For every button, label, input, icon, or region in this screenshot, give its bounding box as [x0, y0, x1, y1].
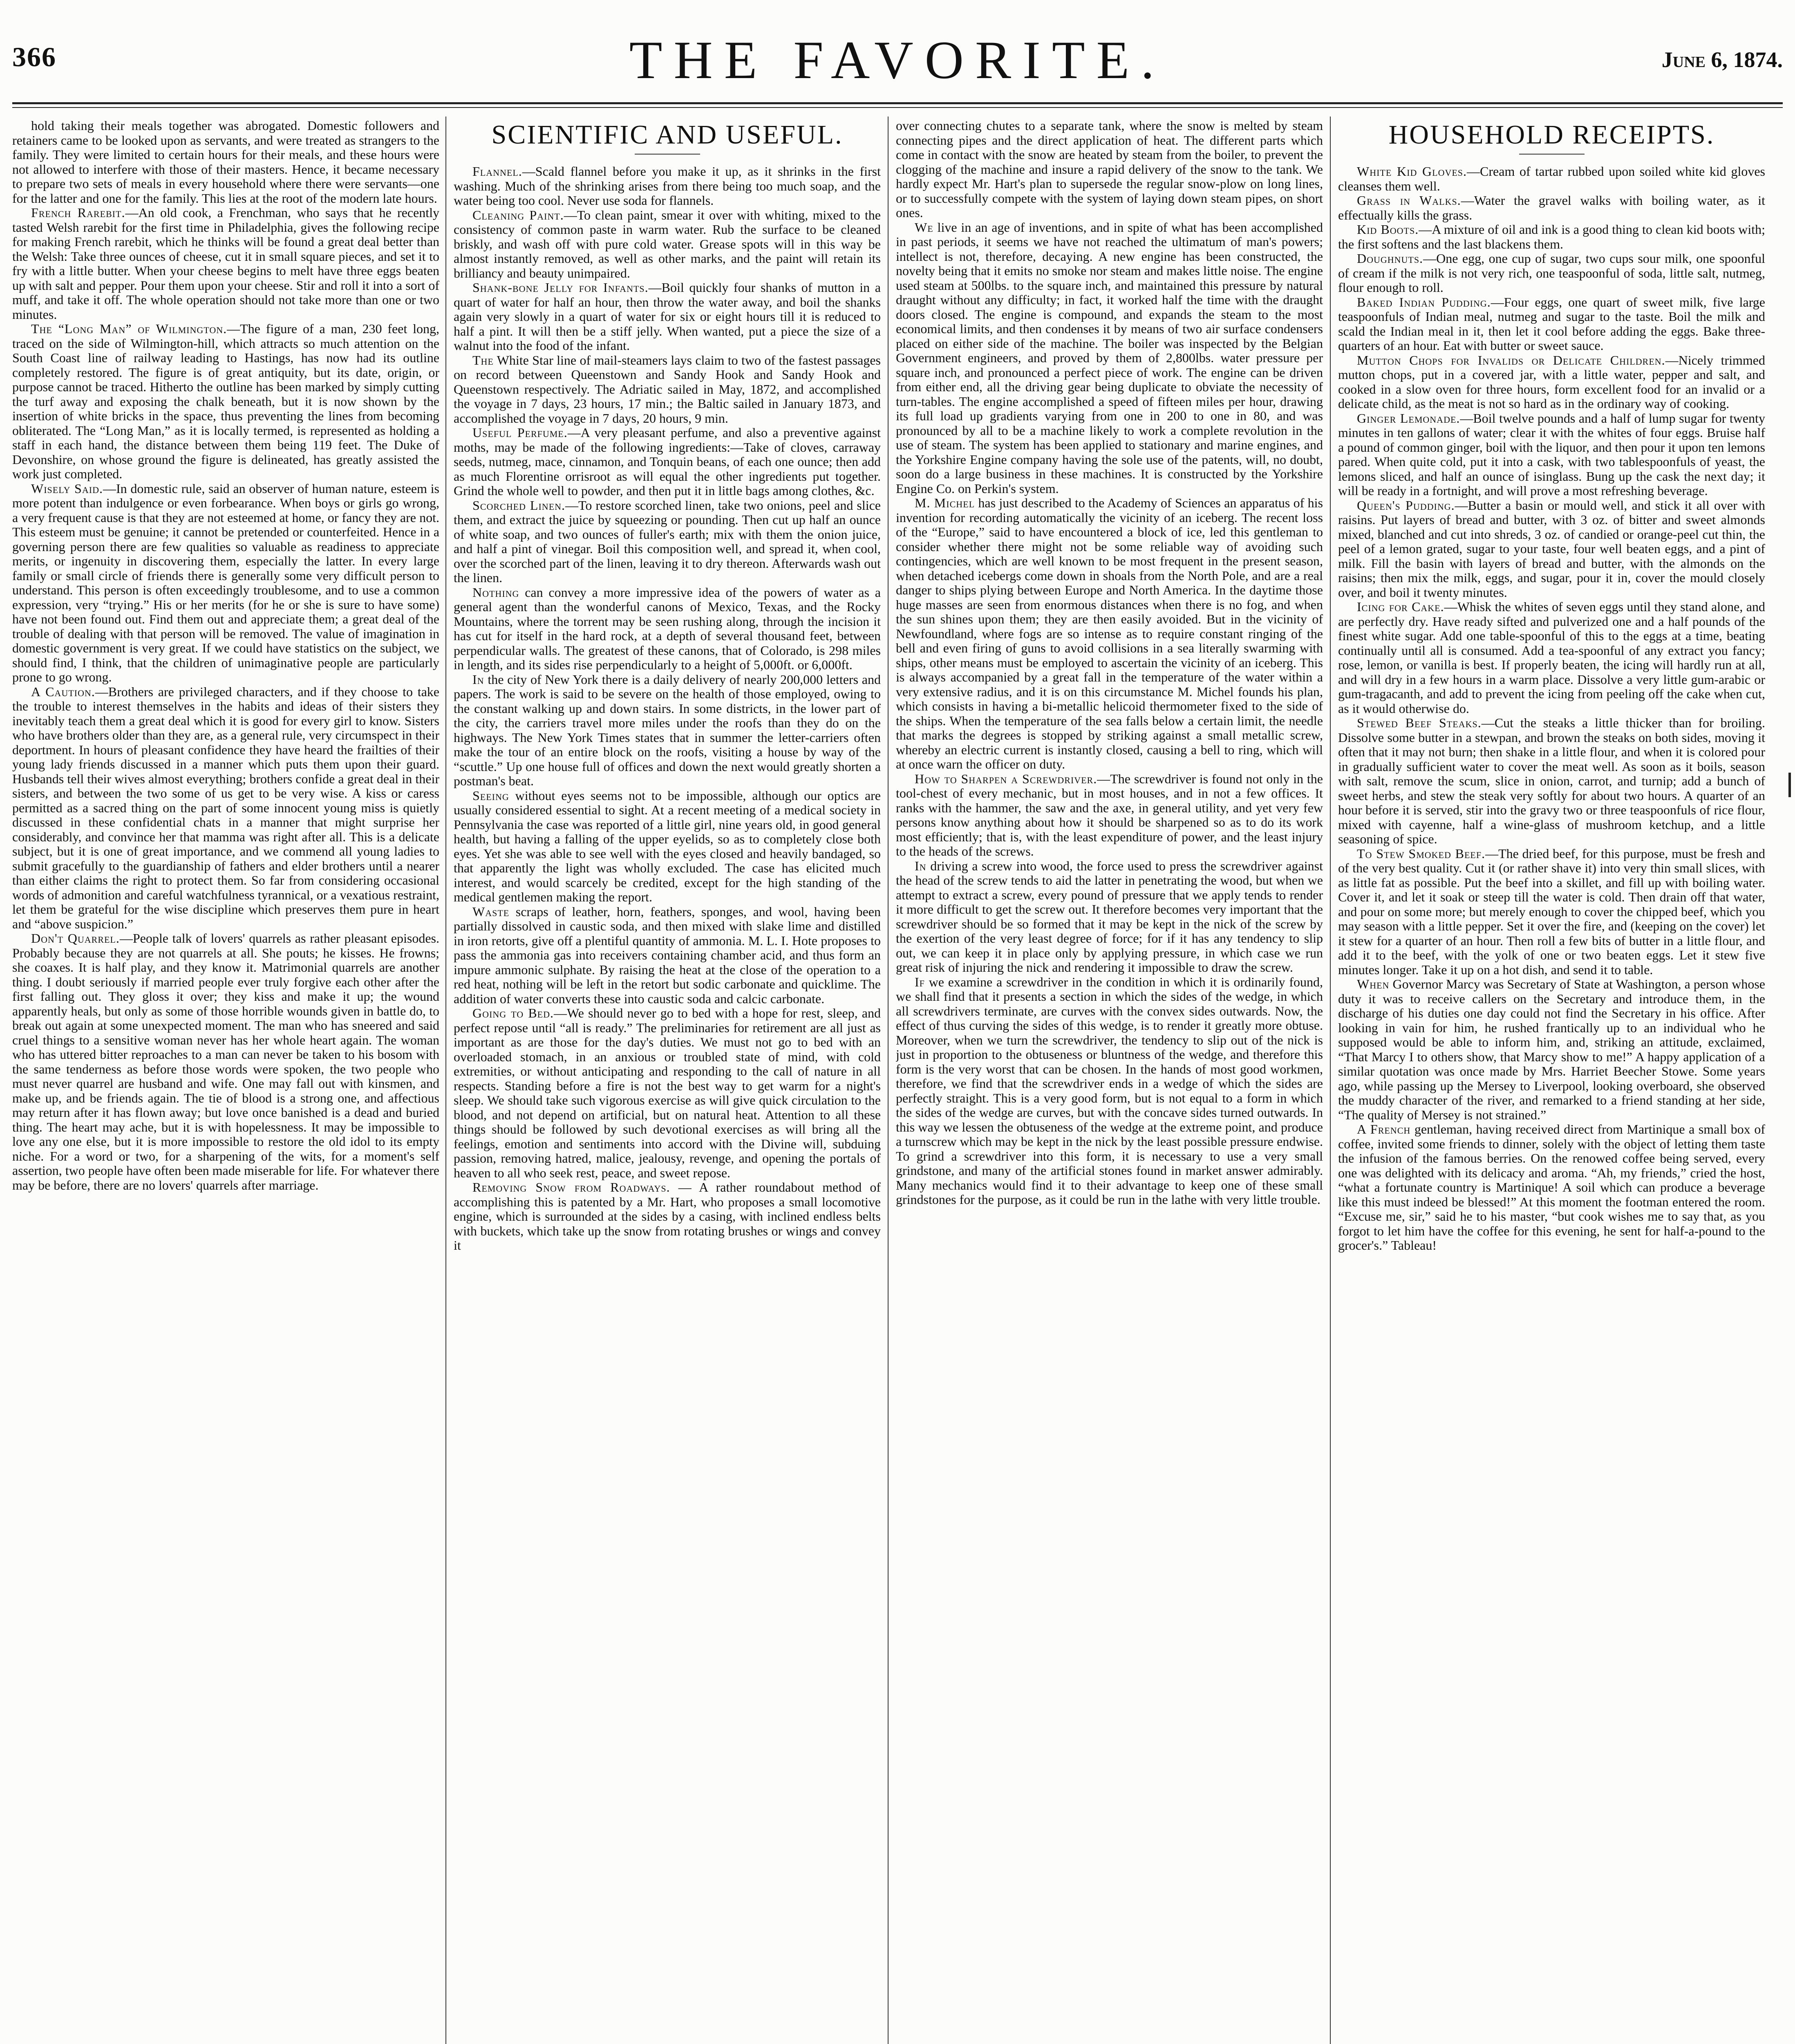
article-paragraph — [454, 789, 881, 905]
article-text: without eyes seems not to be impossible, although our optics are usually considered essential to sight. At a recent meeting of a medical society in Pennsylvania the case was reported of a little girl, nine years old, in good general health, but having a falling of the upper eyelids, so as to completely close both eyes. Yet she was able to see well with the eyes closed and heavily bandaged, so that apparently the light was wholly excluded. The case has elicited much interest, and would scarcely be credited, except for the high standing of the medical gentlemen making the report. — [454, 788, 881, 904]
article-text: —In domestic rule, said an observer of human nature, esteem is more potent than indulgence or even forbearance. When boys or girls go wrong, a very frequent cause is that they are not esteemed at home, or fancy they are not. This esteem must be genuine; it cannot be pretended or counterfeited. Hence in a governing person there are few qualities so valuable as readiness to appreciate merits, or ingenuity in discovering them, especially the latter. In every large family or small circle of friends there is generally some very difficult person to understand. This person is often exceedingly troublesome, and to use a common expression, very “trying.” His or her merits (for he or she is sure to have some) have not been found out. Find them out and appreciate them; a great deal of the trouble of dealing with that person will be removed. The value of imagination in domestic government is very great. If we could have statistics on the subject, we should find, I think, that the children of unimaginative people are particularly prone to go wrong. — [12, 481, 439, 684]
article-text: we examine a screwdriver in the condition in which it is ordinarily found, we shall find that it presents a section in which the sides of the wedge, in which all screwdrivers terminate, are curves with the convex sides outwards. Now, the effect of thus curving the sides of this wedge, is to render it greatly more obtuse. Moreover, when we turn the screwdriver, the tendency to slip out of the nick is just in proportion to the obtuseness or bluntness of the wedge, and therefore this form is the very worst that can be chosen. In the hands of most good workmen, therefore, we find that the screwdriver ends in a wedge of which the sides are perfectly straight. This is a very good form, but is not equal to a form in which the sides of the wedge are curves, but with the concave sides turned outwards. In this way we lessen the obtuseness of the wedge at the extreme point, and produce a turnscrew which may be kept in the nick by the least possible pressure endwise. To grind a screwdriver into this form, it is necessary to use a very small grindstone, and many of the artificial stones found in market answer admirably. Many mechanics would find it to their advantage to keep one of these small grindstones for the purpose, as it could be run in the lathe with very little trouble. — [896, 974, 1323, 1207]
column-divider — [1330, 117, 1331, 2044]
article-text: —To clean paint, smear it over with whiting, mixed to the consistency of common paste in warm water. Rub the surface to be cleaned briskly, and wash off with pure cold water. Grease spots will in this way be almost instantly removed, as well as other marks, and the paint will retain its brilliancy and beauty unimpaired. — [454, 207, 881, 280]
article-paragraph — [896, 220, 1323, 496]
article-lead: Grass in Walks. — [1357, 193, 1461, 208]
article-paragraph — [12, 322, 439, 482]
article-lead: Going to Bed. — [472, 1006, 554, 1020]
article-paragraph — [1338, 295, 1765, 353]
article-paragraph — [1338, 1122, 1765, 1253]
article-lead: Cleaning Paint. — [472, 207, 564, 222]
article-text: —One egg, one cup of sugar, two cups sour milk, one spoonful of cream if the milk is not very rich, one teaspoonful of soda, little salt, nutmeg, flour enough to roll. — [1338, 251, 1765, 295]
article-text: —The dried beef, for this purpose, must be fresh and of the very best quality. Cut it (or rather shave it) into very thin small slices, with as little fat as possible. Put the beef into a skillet, and fill up with boiling water. Cover it, and let it soak or steep till the water is cold. Then drain off that water, and pour on some more; but merely enough to cover the chipped beef, which you may season with a little pepper. Set it over the fire, and (keeping on the cover) let it stew for a quarter of an hour. Then roll a few bits of butter in a little flour, and add it to the beef, with the yolk of one or two beaten eggs. Let it stew five minutes longer. Take it up on a hot dish, and send it to table. — [1338, 846, 1765, 977]
article-lead: How to Sharpen a Screwdriver. — [915, 771, 1097, 786]
article-text: —A very pleasant perfume, and also a preventive against moths, may be made of the following ingredients:—Take of cloves, carraway seeds, nutmeg, mace, cinnamon, and Tonquin beans, of each one ounce; then add as much Florentine orrisroot as will equal the other ingredients put together. Grind the whole well to powder, and then put it in little bags among clothes, &c. — [454, 425, 881, 498]
article-paragraph — [1338, 193, 1765, 222]
article-text: —Scald flannel before you make it up, as it shrinks in the first washing. Much of the shrinking arises from there being too much soap, and the water being too cool. Never use soda for flannels. — [454, 164, 881, 208]
section-title-rule — [1519, 154, 1585, 155]
article-lead: Kid Boots. — [1357, 222, 1419, 237]
article-paragraph — [1338, 600, 1765, 716]
article-lead: When — [1357, 977, 1390, 991]
article-text: gentleman, having received direct from Martinique a small box of coffee, invited some friends to dinner, solely with the object of letting them taste the infusion of the famous berries. On the renowed coffee being served, every one was delighted with its delicacy and aroma. “Ah, my friends,” cried the host, “what a fortunate country is Martinique! A soil which can produce a beverage like this must indeed be blessed!” At this moment the footman entered the room. “Excuse me, sir,” said he to his master, “but cook wishes me to say that, as you forgot to let him have the coffee for this evening, he sent for half-a-pound to the grocer's.” Tableau! — [1338, 1122, 1765, 1253]
article-text: —We should never go to bed with a hope for rest, sleep, and perfect repose until “all is ready.” The preliminaries for retirement are all just as important as are those for the day's duties. We must not go to bed with an overloaded stomach, in an anxious or troubled state of mind, with cold extremities, or without anticipating and responding to the call of nature in all respects. Standing before a fire is not the best way to get warm for a night's sleep. We should take such vigorous exercise as will give quick circulation to the blood, and not depend on artificial, but on natural heat. Attention to all these things should be followed by such devotional exercises as will bring all the feelings, emotion and sentiments into accord with the Divine will, subduing passion, removing hatred, malice, jealousy, revenge, and opening the portals of heaven to all who seek rest, peace, and sweet repose. — [454, 1006, 881, 1180]
article-text: —Water the gravel walks with boiling water, as it effectually kills the grass. — [1338, 193, 1765, 222]
article-paragraph — [12, 206, 439, 322]
article-lead: Stewed Beef Steaks. — [1357, 715, 1482, 730]
article-text: —A mixture of oil and ink is a good thing to clean kid boots with; the first softens and the last blackens them. — [1338, 222, 1765, 251]
article-lead: Mutton Chops for Invalids or Delicate Children. — [1357, 352, 1665, 368]
article-text: White Star line of mail-steamers lays claim to two of the fastest passages on record between Queenstown and Sandy Hook and Sandy Hook and Queenstown respectively. The Adriatic sailed in May, 1872, and accomplished the voyage in 7 days, 23 hours, 17 min.; the Baltic sailed in January 1873, and accomplished the voyage in 7 days, 20 hours, 9 min. — [454, 352, 881, 426]
scan-edge-mark — [1788, 773, 1791, 797]
household-receipts — [1338, 164, 1765, 1253]
article-lead: Flannel. — [472, 164, 522, 179]
article-text: —The figure of a man, 230 feet long, traced on the side of Wilmington-hill, which attracts so much attention on the South Coast line of railway leading to Hastings, has now had its outline completely restored. The figure is of great antiquity, but its date, origin, or purpose cannot be traced. Hitherto the outline has been marked by simply cutting the turf away and exposing the chalk beneath, but it is now shown by the insertion of white bricks in the space, thus preventing the lines from becoming obliterated. The “Long Man,” as it is locally termed, is represented as holding a staff in each hand, the distance between them being 119 feet. The Duke of Devonshire, on whose ground the figure is delineated, has greatly assisted the work just completed. — [12, 321, 439, 481]
article-text: has just described to the Academy of Sciences an apparatus of his invention for recording automatically the vicinity of an iceberg. The recent loss of the “Europe,” said to have encountered a block of ice, led this gentleman to consider whether there might not be some reliable way of avoiding such contingencies, which are well known to be most frequent in the present season, when detached icebergs come down in shoals from the North Pole, and are a real danger to ships plying between Europe and North America. In the daytime those huge masses are seen from enormous distances when there is no fog, and when the sun shines upon them; they are then easily avoided. But in the vicinity of Newfoundland, where fogs are so intense as to require constant ringing of the bell and even firing of guns to avoid collisions in a sea literally swarming with ships, other means must be employed to ascertain the vicinity of an iceberg. This is always accompanied by a great fall in the temperature of the water within a very extensive radius, and it is on this circumstance M. Michel founds his plan, which consists in having a bi-metallic helicoid thermometer fixed to the side of the ships. When the temperature of the sea falls below a certain limit, the needle that marks the degrees is stopped by striking against a small metallic screw, whereby an electric current is instantly closed, causing a bell to ring, which will at once warn the officer on duty. — [896, 495, 1323, 771]
article-paragraph — [1338, 164, 1765, 193]
article-text: driving a screw into wood, the force used to press the screwdriver against the head of the screw tends to aid the latter in penetrating the wood, but when we attempt to extract a screw, every pound of pressure that we apply tends to render it more difficult to get the screw out. It therefore becomes very important that the screwdriver should be so formed that it may be kept in the nick of the screw by the exertion of the very least degree of force; for if it has any tendency to slip out, we can keep it in place only by applying pressure, in which case we run great risk of injuring the nick and rendering it impossible to draw the screw. — [896, 858, 1323, 975]
article-paragraph — [896, 772, 1323, 859]
article-text: —Boil quickly four shanks of mutton in a quart of water for half an hour, then throw the water away, and boil the shanks again very slowly in a quart of water for six or eight hours till it is reduced to half a pint. It will then be a stiff jelly. When wanted, put a piece the size of a walnut into the food of the infant. — [454, 280, 881, 353]
article-text: —Cream of tartar rubbed upon soiled white kid gloves cleanses them well. — [1338, 164, 1765, 193]
article-paragraph — [896, 975, 1323, 1207]
article-text: the city of New York there is a daily delivery of nearly 200,000 letters and papers. The work is said to be severe on the health of those employed, owing to the constant walking up and down stairs. In some districts, in the lower part of the city, the carriers travel more miles under the roofs than they do on the highways. The New York Times states that in summer the letter-carriers often make the tour of an entire block on the roofs, visiting a house by way of the “scuttle.” Up one house full of offices and down the next would greatly shorten a postman's beat. — [454, 672, 881, 788]
article-lead: Shank-bone Jelly for Infants. — [472, 280, 649, 295]
article-paragraph — [1338, 411, 1765, 498]
article-lead: Doughnuts. — [1357, 251, 1423, 266]
header-rule — [12, 102, 1783, 104]
article-paragraph — [12, 685, 439, 932]
article-paragraph — [454, 672, 881, 789]
article-lead: Useful Perfume. — [472, 425, 568, 440]
article-lead: Seeing — [472, 788, 509, 803]
article-text: —The screwdriver is found not only in the tool-chest of every mechanic, but in most houses, and in not a few offices. It ranks with the hammer, the saw and the axe, in general utility, and yet very few persons know anything about how it should be sharpened so as to do its work most efficiently; that is, with the least expenditure of power, and the least injury to the heads of the screws. — [896, 771, 1323, 858]
article-paragraph — [896, 119, 1323, 220]
article-lead: Baked Indian Pudding. — [1357, 294, 1491, 309]
article-text: scraps of leather, horn, feathers, sponges, and wool, having been partially dissolved in caustic soda, and then mixed with slake lime and distilled in iron retorts, give off a plentiful quantity of ammonia. M. L. I. Hote proposes to pass the ammonia gas into receivers containing chamber acid, and thus form an impure ammonic sulphate. By raising the heat at the close of the operation to a red heat, nothing will be left in the retort but sodic carbonate and quicklime. The addition of water converts these into caustic soda and calcic carbonate. — [454, 904, 881, 1006]
article-text: —An old cook, a Frenchman, who says that he recently tasted Welsh rarebit for the first time in Philadelphia, gives the following recipe for making French rarebit, which he thinks will be found a great deal better than the Welsh: Take three ounces of cheese, cut it in small square pieces, and set it to fry with a little butter. When your cheese begins to melt have three eggs beaten up with salt and pepper. Pour them upon your cheese. Stir and roll it into a sort of muff, and take it off. The whole operation should not take more than one or two minutes. — [12, 205, 439, 322]
article-paragraph — [12, 119, 439, 206]
article-paragraph — [454, 585, 881, 672]
article-paragraph — [1338, 716, 1765, 847]
article-text: —Whisk the whites of seven eggs until they stand alone, and are perfectly dry. Have ready sifted and pulverized one and a half pounds of the finest white sugar. Add one table-spoonful of this to the eggs at a time, beating continually until all is consumed. Add a tea-spoonful of any extract you fancy; rose, lemon, or vanilla is best. If properly beaten, the icing will hardly run at all, and will dry in a few hours in a warm place. Dissolve a very little gum-arabic or gum-tragacanth, and add to prevent the icing from peeling off the cake when cut, as it would otherwise do. — [1338, 599, 1765, 716]
article-text: —Nicely trimmed mutton chops, put in a covered jar, with a little water, pepper and salt, and cooked in a slow oven for three hours, form excellent food for an invalid or a delicate child, as the meat is not so hard as in the ordinary way of cooking. — [1338, 352, 1765, 411]
article-paragraph — [454, 208, 881, 281]
column-divider — [888, 117, 889, 2044]
article-lead: Nothing — [472, 585, 519, 600]
article-paragraph — [454, 280, 881, 353]
article-text: —Brothers are privileged characters, and if they choose to take the trouble to interest themselves in the habits and ideas of their sisters they inevitably teach them a great deal which it is good for every girl to know. Sisters who have brothers older than they are, as a general rule, very circumspect in their deportment. In hours of pleasant confidence they have heard the frailties of their young lady friends discussed in a manner which puts them upon their guard. Husbands tell their wives almost everything; brothers confide a great deal in their sisters, and between the two some of us get to be very wise. A kiss or caress permitted as a sacred thing on the part of some innocent young miss is quietly discussed in these confidential chats in a manner that might surprise her considerably, and convince her that mamma was right after all. This is a delicate subject, but it is one of great importance, and we commend all young ladies to submit gracefully to the guardianship of fathers and elder brothers until a nearer than either claims the right to protect them. So far from considering occasional words of admonition and careful watchfulness tyrannical, or a vexatious restraint, let them be grateful for the wise discipline which preserves them pure in heart and “above suspicion.” — [12, 684, 439, 931]
article-text: live in an age of inventions, and in spite of what has been accomplished in past periods, it seems we have not reached the ultimatum of man's powers; intellect is not, therefore, decaying. A new engine has been constructed, the novelty being that it emits no smoke nor steam and makes little noise. The engine used steam at 500lbs. to the square inch, and maintained this pressure by natural draught without any difficulty; in fact, it worked half the time with the draught doors closed. The engine is compound, and expands the steam to the most economical limits, and then condenses it by means of two air surface condensers placed on either side of the machine. The boiler was inspected by the Belgian Government engineers, and proved by them of 2,800lbs. water pressure per square inch, and pronounced a perfect piece of work. The engine can be driven from either end, all the driving gear being duplicate to obviate the necessity of turn-tables. The engine accomplished a speed of fifteen miles per hour, drawing its full load up gradients varying from one in 200 to one in 80, and was pronounced by all to be a machine likely to work a complete revolution in the use of steam. The system has been applied to stationary and marine engines, and the Yorkshire Engine company having the sole use of the patents, will, no doubt, soon do a large business in these machines. It is constructed by the Yorkshire Engine Co. on Perkin's system. — [896, 220, 1323, 496]
article-text: —Cut the steaks a little thicker than for broiling. Dissolve some butter in a stewpan, and brown the steaks on both sides, moving it often that it may not burn; then shake in a little flour, and when it is colored pour in gradually sufficient water to cover the meat well. As soon as it boils, season with salt, remove the scum, slice in onion, carrot, and turnip; add a bunch of sweet herbs, and stew the steak very softly for about two hours. A quarter of an hour before it is served, stir into the gravy two or three teaspoonfuls of rice flour, mixed with cayenne, half a wine-glass of mushroom ketchup, and a little seasoning of spice. — [1338, 715, 1765, 846]
article-lead: In — [915, 858, 927, 873]
article-lead: Wisely Said. — [31, 481, 103, 496]
article-paragraph — [12, 482, 439, 685]
article-paragraph — [454, 1006, 881, 1180]
article-paragraph — [12, 931, 439, 1192]
article-paragraph — [1338, 498, 1765, 600]
article-lead: A Caution. — [31, 684, 95, 699]
article-paragraph — [1338, 251, 1765, 295]
article-lead: M. Michel — [915, 495, 975, 510]
article-paragraph — [1338, 222, 1765, 251]
article-lead: Don't Quarrel. — [31, 931, 120, 946]
article-lead: Removing Snow from Roadways. — [472, 1180, 670, 1195]
article-lead: A French — [1357, 1122, 1411, 1136]
section-title-scientific: SCIENTIFIC AND USEFUL. — [491, 120, 843, 150]
article-lead: If — [915, 974, 925, 989]
article-lead: We — [915, 220, 933, 235]
article-paragraph — [454, 353, 881, 426]
article-lead: French Rarebit. — [31, 205, 125, 220]
article-text: —Four eggs, one quart of sweet milk, five large teaspoonfuls of Indian meal, nutmeg and sugar to the taste. Boil the milk and scald the Indian meal in it, then let it cool before adding the eggs. Bake three-quarters of an hour. Eat with butter or sweet sauce. — [1338, 294, 1765, 353]
issue-date: June 6, 1874. — [1661, 47, 1783, 72]
article-paragraph — [454, 1180, 881, 1253]
article-text: —People talk of lovers' quarrels as rather pleasant episodes. Probably because they are not quarrels at all. She pouts; he kisses. He frowns; she coaxes. It is half play, and they know it. Matrimonial quarrels are another thing. I doubt seriously if married people ever truly forgive each other after the first falling out. They gloss it over; they kiss and make it up; the wound apparently heals, but only as some of those horrible wounds given in battle do, to break out again at some unexpected moment. The man who has sneered and said cruel things to a sensitive woman never has her whole heart again. The woman who has uttered bitter reproaches to a man can never be taken to his bosom with the same tenderness as before those words were spoken, the two people who must never quarrel are husband and wife. One may fall out with kinsmen, and make up, and be friends again. The tie of blood is a strong one, and affectious may return after it has flown away; but love once banished is a dead and buried thing. The heart may ache, but it is with hopelessness. It may be impossible to love any one else, but it is more impossible to restore the old idol to its empty niche. For a word or two, for a sharpening of the wits, for a moment's self assertion, two people have often been made miserable for life. For whatever there may be before, there are no lovers' quarrels after marriage. — [12, 931, 439, 1192]
article-lead: Icing for Cake. — [1357, 599, 1444, 614]
article-text: —Boil twelve pounds and a half of lump sugar for twenty minutes in ten gallons of water; clear it with the whites of four eggs. Bruise half a pound of common ginger, boil with the liquor, and then pour it upon ten lemons pared. When quite cold, put it into a cask, with two tablespoonfuls of yeast, the lemons sliced, and half an ounce of isinglass. Bung up the cask the next day; it will be ready in a fortnight, and will prove a most refreshing beverage. — [1338, 410, 1765, 498]
article-text: —To restore scorched linen, take two onions, peel and slice them, and extract the juice by squeezing or pounding. Then cut up half an ounce of white soap, and two ounces of fuller's earth; mix with them the onion juice, and half a pint of vinegar. Boil this composition well, and spread it, when cool, over the scorched part of the linen, leaving it to dry thereon. Afterwards wash out the linen. — [454, 498, 881, 585]
article-text: can convey a more impressive idea of the powers of water as a general agent than the wonderful canons of Mexico, Texas, and the Rocky Mountains, where the torrent may be seen rushing along, through the incision it has cut for itself in the hard rock, at a depth of several thousand feet, between perpendicular walls. The greatest of these canons, that of Colorado, is 298 miles in length, and its sides rise perpendicularly to a height of 5,000ft. or 6,000ft. — [454, 585, 881, 672]
article-text: Governor Marcy was Secretary of State at Washington, a person whose duty it was to receive callers on the Secretary and introduce them, in the discharge of his duties one day could not find the Secretary in his office. After looking in vain for him, he rushed frantically up to an individual who he supposed would be able to inform him, and, striking an attitude, exclaimed, “That Marcy I to others show, that Marcy show to me!” A happy application of a similar quotation was once made by Mrs. Harriet Beecher Stowe. Some years ago, while passing up the Mersey to Liverpool, looking overboard, she observed the muddy character of the river, and remarked to a friend standing at her side, “The quality of Mersey is not strained.” — [1338, 977, 1765, 1122]
article-paragraph — [1338, 353, 1765, 411]
masthead-title: THE FAVORITE. — [629, 30, 1166, 90]
article-lead: Queen's Pudding. — [1357, 498, 1455, 513]
article-paragraph — [454, 905, 881, 1006]
article-text: over connecting chutes to a separate tank, where the snow is melted by steam connecting pipes and the direct application of heat. The different parts which come in contact with the snow are heated by steam from the boiler, to prevent the clogging of the machine and insure a rapid delivery of the snow to the tank. We hardly expect Mr. Hart's plan to supersede the regular snow-plow on long lines, or to successfully compete with the system of laying down steam pipes, on short ones. — [896, 119, 1323, 220]
article-paragraph — [454, 498, 881, 585]
column-3 — [896, 119, 1323, 2044]
article-paragraph — [454, 426, 881, 498]
article-lead: Waste — [472, 904, 510, 919]
article-paragraph — [1338, 977, 1765, 1122]
section-title-household: HOUSEHOLD RECEIPTS. — [1388, 120, 1715, 150]
article-text: hold taking their meals together was abrogated. Domestic followers and retainers came to be looked upon as servants, and were treated as strangers to the family. They were limited to certain hours for their meals, and these hours were not allowed to interfere with those of their masters. Hence, it became necessary to prepare two sets of meals in every household where there were servants—one for the latter and one for the family. This lies at the root of the modern late hours. — [12, 119, 439, 206]
article-lead: Ginger Lemonade. — [1357, 410, 1460, 426]
article-lead: The “Long Man” of Wilmington. — [31, 321, 227, 336]
scientific-articles — [454, 164, 881, 1253]
article-lead: To Stew Smoked Beef. — [1357, 846, 1486, 861]
page-header — [12, 29, 1783, 110]
column-2 — [454, 119, 881, 2044]
article-lead: In — [472, 672, 484, 687]
column-4 — [1338, 119, 1765, 2044]
article-paragraph — [896, 859, 1323, 975]
section-title-rule — [635, 154, 700, 155]
header-rule-thin — [12, 107, 1783, 108]
article-lead: Scorched Linen. — [472, 498, 566, 513]
article-text: — A rather roundabout method of accomplishing this is patented by a Mr. Hart, who proposes a small locomotive engine, which is surrounded at the sides by a casing, with inclined endless belts with buckets, which take up the snow from rotating brushes or wings and convey it — [454, 1180, 881, 1253]
article-lead: White Kid Gloves. — [1357, 164, 1467, 179]
column-1 — [12, 119, 439, 2044]
article-paragraph — [896, 496, 1323, 772]
column-divider — [445, 117, 446, 2044]
article-paragraph — [1338, 847, 1765, 977]
article-paragraph — [454, 164, 881, 208]
article-lead: The — [472, 352, 494, 368]
page-number: 366 — [12, 41, 56, 72]
article-text: —Butter a basin or mould well, and stick it all over with raisins. Put layers of bread and butter, with 3 oz. of bitter and sweet almonds mixed, blanched and cut into shreds, 3 oz. of candied or orange-peel cut thin, the peel of a lemon grated, sugar to your taste, four well beaten eggs, and a pint of milk. Fill the basin with layers of bread and butter, with the almonds on the raisins; then mix the milk, eggs, and sugar, pour it in, cover the mould closely over, and boil it twenty minutes. — [1338, 498, 1765, 600]
